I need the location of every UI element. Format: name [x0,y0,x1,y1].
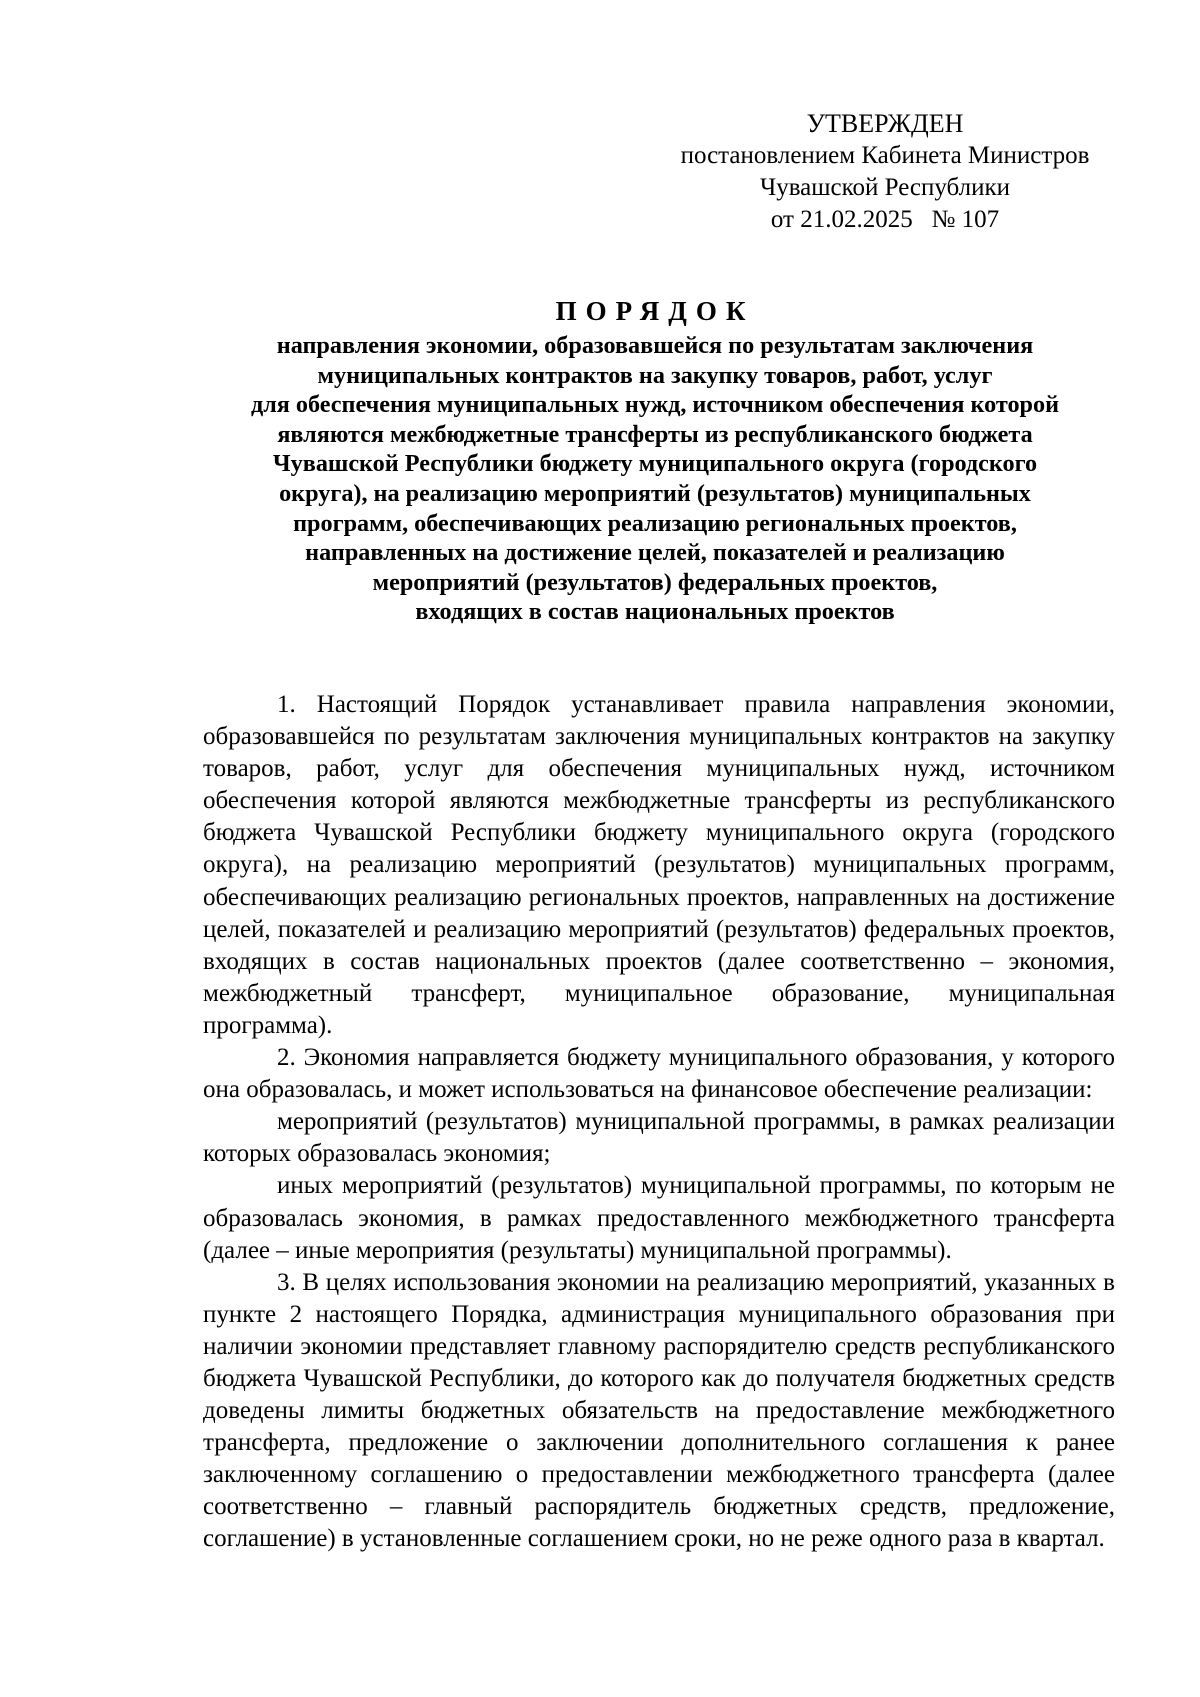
title-subtitle-line: Чувашской Республики бюджету муниципального округа (городского [272,450,1038,478]
paragraph-3: 3. В целях использования экономии на реализацию мероприятий, указанных в пункте 2 настоящего Порядка, администрация муниципального образования при наличии экономии представляет главному распорядителю средств республиканского бюджета Чувашской Республики, до которого как до получателя бюджетных средств доведены лимиты бюджетных обязательств на предоставление межбюджетного трансферта, предложение о заключении дополнительного соглашения к ранее заключенному соглашению о предоставлении межбюджетного трансферта (далее соответственно – главный распорядитель бюджетных средств, предложение, соглашение) в установленные соглашением сроки, но не реже одного раза в квартал. [203,1268,1115,1553]
title-subtitle-line: входящих в состав национальных проектов [415,598,895,626]
paragraph-2-item-1: мероприятий (результатов) муниципальной программы, в рамках реализации которых образовалась экономия; [203,1108,1115,1168]
approval-date-number: от 21.02.2025 № 107 [770,206,1000,233]
paragraph-2: 2. Экономия направляется бюджету муниципального образования, у которого она образовалась, и может использоваться на финансовое обеспечение реализации: [203,1044,1115,1104]
approval-authority: постановлением Кабинета Министров [680,142,1090,169]
title-heading: ПОРЯДОК [555,296,755,326]
approval-region: Чувашской Республики [759,174,1011,201]
document-title [190,293,1120,627]
title-subtitle-line: муниципальных контрактов на закупку товаров, работ, услуг [317,361,993,389]
document-body [203,689,1115,1556]
title-subtitle-line: направленных на достижение целей, показателей и реализацию [305,539,1005,567]
title-subtitle-line: являются межбюджетные трансферты из республиканского бюджета [277,420,1033,448]
title-subtitle-line: программ, обеспечивающих реализацию региональных проектов, [293,509,1017,537]
title-subtitle-line: мероприятий (результатов) федеральных проектов, [372,568,938,596]
paragraph-2-item-2: иных мероприятий (результатов) муниципальной программы, по которым не образовалась экономия, в рамках предоставленного межбюджетного трансферта (далее – иные мероприятия (результаты) муниципальной программы). [203,1172,1115,1264]
approval-status: УТВЕРЖДЕН [806,109,964,138]
paragraph-1: 1. Настоящий Порядок устанавливает правила направления экономии, образовавшейся по результатам заключения муниципальных контрактов на закупку товаров, работ, услуг для обеспечения муниципальных нужд, источником обеспечения которой являются межбюджетные трансферты из республиканского бюджета Чувашской Республики бюджету муниципального округа (городского округа), на реализацию мероприятий (результатов) муниципальных программ, обеспечивающих реализацию региональных проектов, направленных на достижение целей, показателей и реализацию мероприятий (результатов) федеральных проектов, входящих в состав национальных проектов (далее соответственно – экономия, межбюджетный трансферт, муниципальное образование, муниципальная программа). [203,691,1115,1039]
title-subtitle-line: для обеспечения муниципальных нужд, источником обеспечения которой [250,391,1060,419]
approval-stamp [660,108,1110,236]
title-subtitle-line: направления экономии, образовавшейся по результатам заключения [276,332,1034,359]
title-subtitle-line: округа), на реализацию мероприятий (результатов) муниципальных [279,479,1031,507]
